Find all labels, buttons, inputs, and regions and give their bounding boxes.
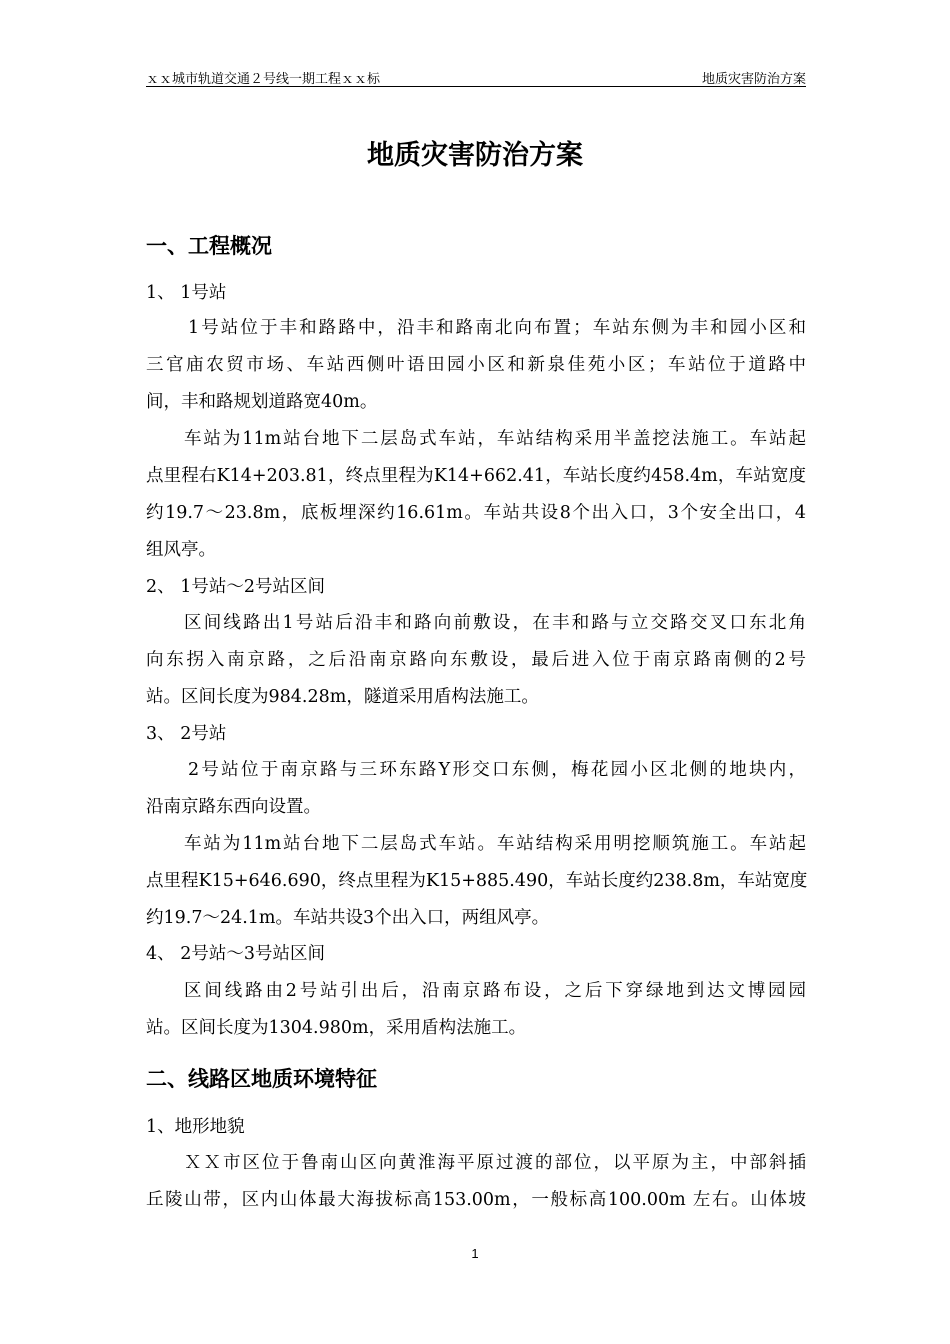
subheading-station-2: 3、 2号站: [146, 724, 227, 744]
paragraph-line: ＸＸ市区位于鲁南山区向黄淮海平原过渡的部位，以平原为主，中部斜插: [184, 1153, 806, 1173]
paragraph-line: 区间线路出1号站后沿丰和路向前敷设，在丰和路与立交路交叉口东北角: [184, 613, 806, 633]
section-heading-geology: 二、线路区地质环境特征: [146, 1067, 377, 1091]
section-heading-overview: 一、工程概况: [146, 234, 272, 258]
header-project-name: ｘｘ城市轨道交通２号线一期工程ｘｘ标: [146, 72, 381, 87]
paragraph-line: 点里程K15+646.690，终点里程为K15+885.490，车站长度约238.8m，车站宽度: [146, 871, 808, 891]
paragraph-line: 车站为11m站台地下二层岛式车站。车站结构采用明挖顺筑施工。车站起: [184, 834, 806, 854]
subheading-section-1-2: 2、 1号站～2号站区间: [146, 577, 325, 597]
page-number: 1: [471, 1246, 479, 1261]
paragraph-line: 站。区间长度为1304.980m，采用盾构法施工。: [146, 1018, 527, 1038]
paragraph-line: 丘陵山带，区内山体最大海拔标高153.00m，一般标高100.00m 左右。山体坡: [146, 1190, 806, 1210]
paragraph-line: 车站为11m站台地下二层岛式车站，车站结构采用半盖挖法施工。车站起: [184, 429, 806, 449]
paragraph-line: 区间线路由2号站引出后，沿南京路布设，之后下穿绿地到达文博园园: [184, 981, 806, 1001]
page-header: [146, 66, 806, 87]
paragraph-line: 1号站位于丰和路路中，沿丰和路南北向布置；车站东侧为丰和园小区和: [188, 318, 806, 338]
paragraph-line: 向东拐入南京路，之后沿南京路向东敷设，最后进入位于南京路南侧的2号: [146, 650, 806, 670]
subheading-station-1: 1、 1号站: [146, 283, 227, 303]
document-title: 地质灾害防治方案: [367, 140, 583, 171]
paragraph-line: 约19.7～24.1m。车站共设3个出入口，两组风亭。: [146, 908, 550, 928]
paragraph-line: 约19.7～23.8m，底板埋深约16.61m。车站共设8个出入口，3个安全出口，4: [146, 503, 806, 523]
subheading-landform: 1、地形地貌: [146, 1117, 245, 1137]
paragraph-line: 沿南京路东西向设置。: [146, 797, 321, 817]
paragraph-line: 站。区间长度为984.28m，隧道采用盾构法施工。: [146, 687, 539, 707]
paragraph-line: 点里程右K14+203.81，终点里程为K14+662.41，车站长度约458.4m，车站宽度: [146, 466, 806, 486]
header-doc-title: 地质灾害防治方案: [701, 72, 806, 87]
paragraph-line: 间，丰和路规划道路宽40m。: [146, 392, 378, 412]
paragraph-line: 三官庙农贸市场、车站西侧叶语田园小区和新泉佳苑小区；车站位于道路中: [146, 355, 806, 375]
subheading-section-2-3: 4、 2号站～3号站区间: [146, 944, 325, 964]
paragraph-line: 组风亭。: [146, 540, 216, 560]
paragraph-line: 2号站位于南京路与三环东路Y形交口东侧，梅花园小区北侧的地块内，: [188, 760, 806, 780]
